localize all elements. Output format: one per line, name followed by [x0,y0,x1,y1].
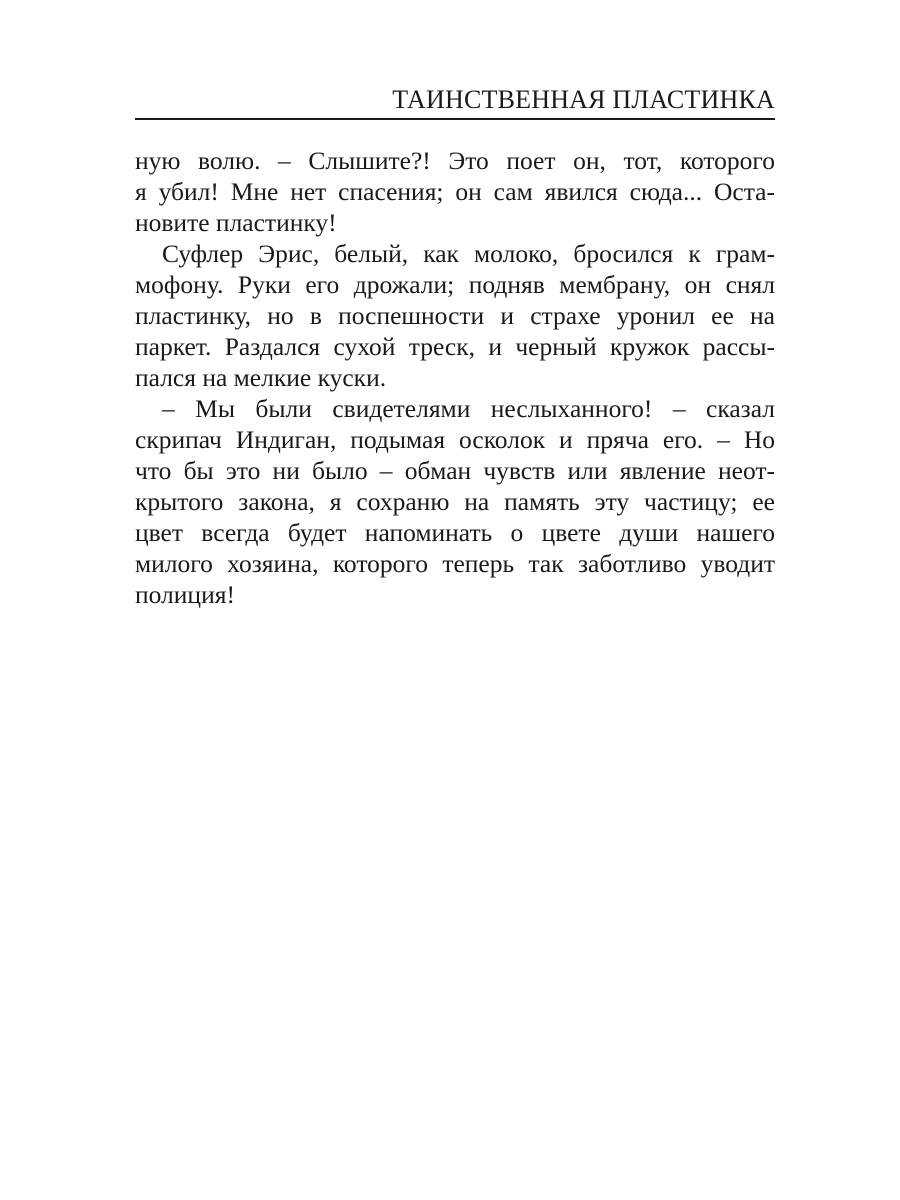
text-line: скрипач Индиган, подымая осколок и пряча его. – Но [135,425,775,454]
text-line: милого хозяина, которого теперь так заботливо уводит [135,549,775,578]
text-line: полиция! [135,580,235,609]
header-rule [135,118,775,120]
text-line: пластинку, но в поспешности и страхе уронил ее на [135,301,775,330]
text-line: ную волю. – Слышите?! Это поет он, тот, которого [135,146,775,175]
text-line: что бы это ни было – обман чувств или явление неот- [135,456,775,485]
text-line: Суфлер Эрис, белый, как молоко, бросился к грам- [162,239,775,268]
body-text [135,145,775,610]
text-line: новите пластинку! [135,208,337,237]
text-line: пался на мелкие куски. [135,363,387,392]
text-line: я убил! Мне нет спасения; он сам явился сюда... Оста- [135,177,775,206]
text-line: крытого закона, я сохраню на память эту частицу; ее [135,487,775,516]
text-line: паркет. Раздался сухой треск, и черный кружок рассы- [135,332,775,361]
text-line: – Мы были свидетелями неслыханного! – сказал [162,394,775,423]
running-head: ТАИНСТВЕННАЯ ПЛАСТИНКА [392,85,775,114]
text-line: цвет всегда будет напоминать о цвете души нашего [135,518,775,547]
text-line: мофону. Руки его дрожали; подняв мембрану, он снял [135,270,775,299]
